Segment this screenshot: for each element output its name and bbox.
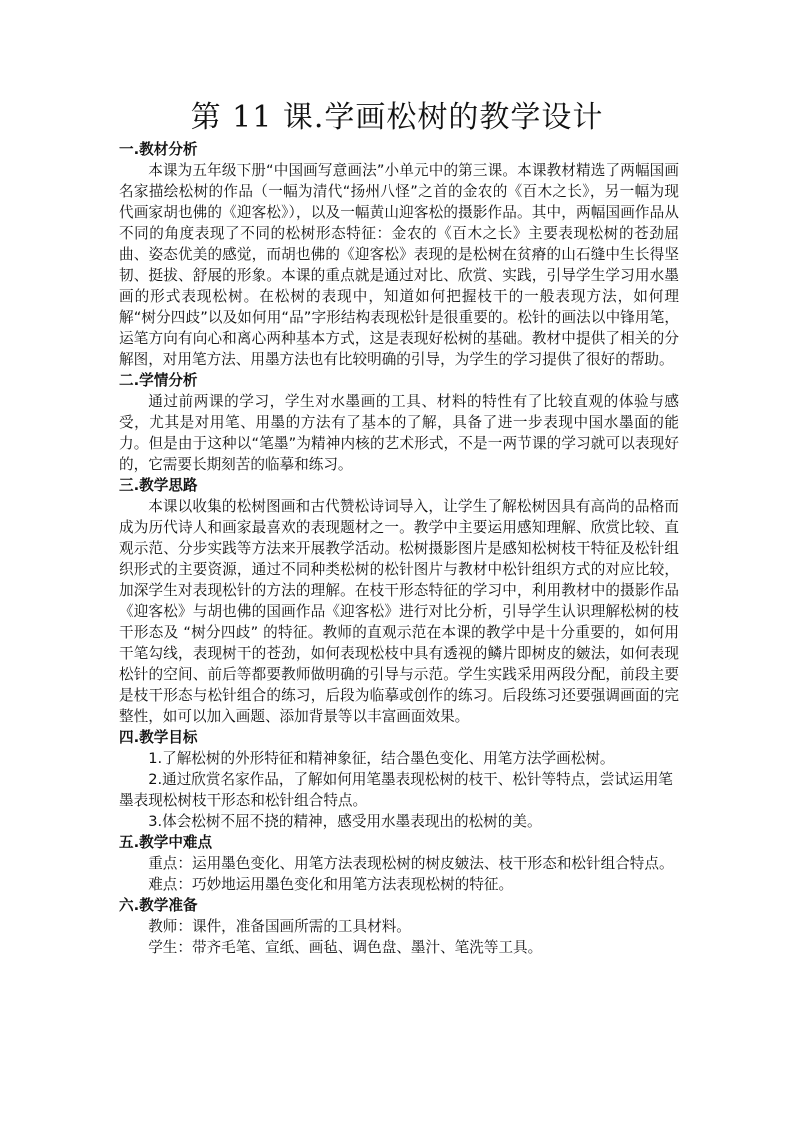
section-heading: 六.教学准备 bbox=[119, 897, 198, 914]
student-preparation: 学生：带齐毛笔、宣纸、画毡、调色盘、墨汁、笔洗等工具。 bbox=[148, 939, 543, 956]
difficult-point: 难点：巧妙地运用墨色变化和用笔方法表现松树的特征。 bbox=[148, 876, 514, 893]
section-paragraph: 本课以收集的松树图画和古代赞松诗词导入，让学生了解松树因具有高尚的品格而成为历代诗人和画家最喜欢的表现题材之一。教学中主要运用感知理解、欣赏比较、直观示范、分步实践等方法来开展教学活动。松树摄影图片是感知松树枝干特征及松针组织形式的主要资源，通过不同种类松树的松针图片与教材中松针组织方式的对应比较，加深学生对表现松针的方法的理解。在枝干形态特征的学习中，利用教材中的摄影作品《迎客松》与胡也佛的国画作品《迎客松》进行对比分析，引导学生认识理解松树的枝干形态及 “树分四歧” 的特征。教师的直观示范在本课的教学中是十分重要的，如何用干笔勾线，表现树干的苍劲，如何表现松枝中具有透视的鳞片即树皮的皴法，如何表现松针的空间、前后等都要教师做明确的引导与示范。学生实践采用两段分配，前段主要是枝干形态与松针组合的练习，后段为临摹或创作的练习。后段练习还要强调画面的完整性，如可以加入画题、添加背景等以丰富画面效果。 bbox=[119, 498, 679, 725]
section-heading: 五.教学中难点 bbox=[119, 834, 213, 851]
section-paragraph: 通过前两课的学习，学生对水墨画的工具、材料的特性有了比较直观的体验与感受，尤其是对用笔、用墨的方法有了基本的了解，具备了进一步表现中国水墨面的能力。但是由于这种以“笔墨”为精神内核的艺术形式，不是一两节课的学习就可以表现好的，它需要长期刻苦的临摹和练习。 bbox=[119, 393, 679, 473]
objective-item: 1.了解松树的外形特征和精神象征，结合墨色变化、用笔方法学画松树。 bbox=[148, 750, 615, 767]
section-heading: 三.教学思路 bbox=[119, 477, 198, 494]
teacher-preparation: 教师：课件，准备国画所需的工具材料。 bbox=[148, 918, 411, 935]
section-paragraph: 本课为五年级下册“中国画写意画法”小单元中的第三课。本课教材精选了两幅国画名家描绘松树的作品（一幅为清代“扬州八怪”之首的金农的《百木之长》，另一幅为现代画家胡也佛的《迎客松》），以及一幅黄山迎客松的摄影作品。其中，两幅国画作品从不同的角度表现了不同的松树形态特征：金农的《百木之长》主要表现松树的苍劲屈曲、姿态优美的感觉，而胡也佛的《迎客松》表现的是松树在贫瘠的山石缝中生长得坚韧、挺拔、舒展的形象。本课的重点就是通过对比、欣赏、实践，引导学生学习用水墨画的形式表现松树。在松树的表现中，知道如何把握枝干的一般表现方法，如何理解“树分四歧”以及如何用“品”字形结构表现松针是很重要的。松针的画法以中锋用笔，运笔方向有向心和离心两种基本方式，这是表现好松树的基础。教材中提供了相关的分解图，对用笔方法、用墨方法也有比较明确的引导，为学生的学习提供了很好的帮助。 bbox=[119, 162, 679, 368]
objective-item: 2.通过欣赏名家作品，了解如何用笔墨表现松树的枝干、松针等特点，尝试运用笔墨表现松树枝干形态和松针组合特点。 bbox=[119, 771, 673, 809]
section-heading: 一.教材分析 bbox=[119, 141, 198, 158]
document-body bbox=[119, 139, 679, 958]
objective-item: 3.体会松树不屈不挠的精神，感受用水墨表现出的松树的美。 bbox=[148, 813, 542, 830]
section-heading: 四.教学目标 bbox=[119, 729, 198, 746]
key-point: 重点：运用墨色变化、用笔方法表现松树的树皮皴法、枝干形态和松针组合特点。 bbox=[148, 855, 674, 872]
section-heading: 二.学情分析 bbox=[119, 372, 198, 389]
page-title: 第 11 课.学画松树的教学设计 bbox=[190, 100, 604, 135]
